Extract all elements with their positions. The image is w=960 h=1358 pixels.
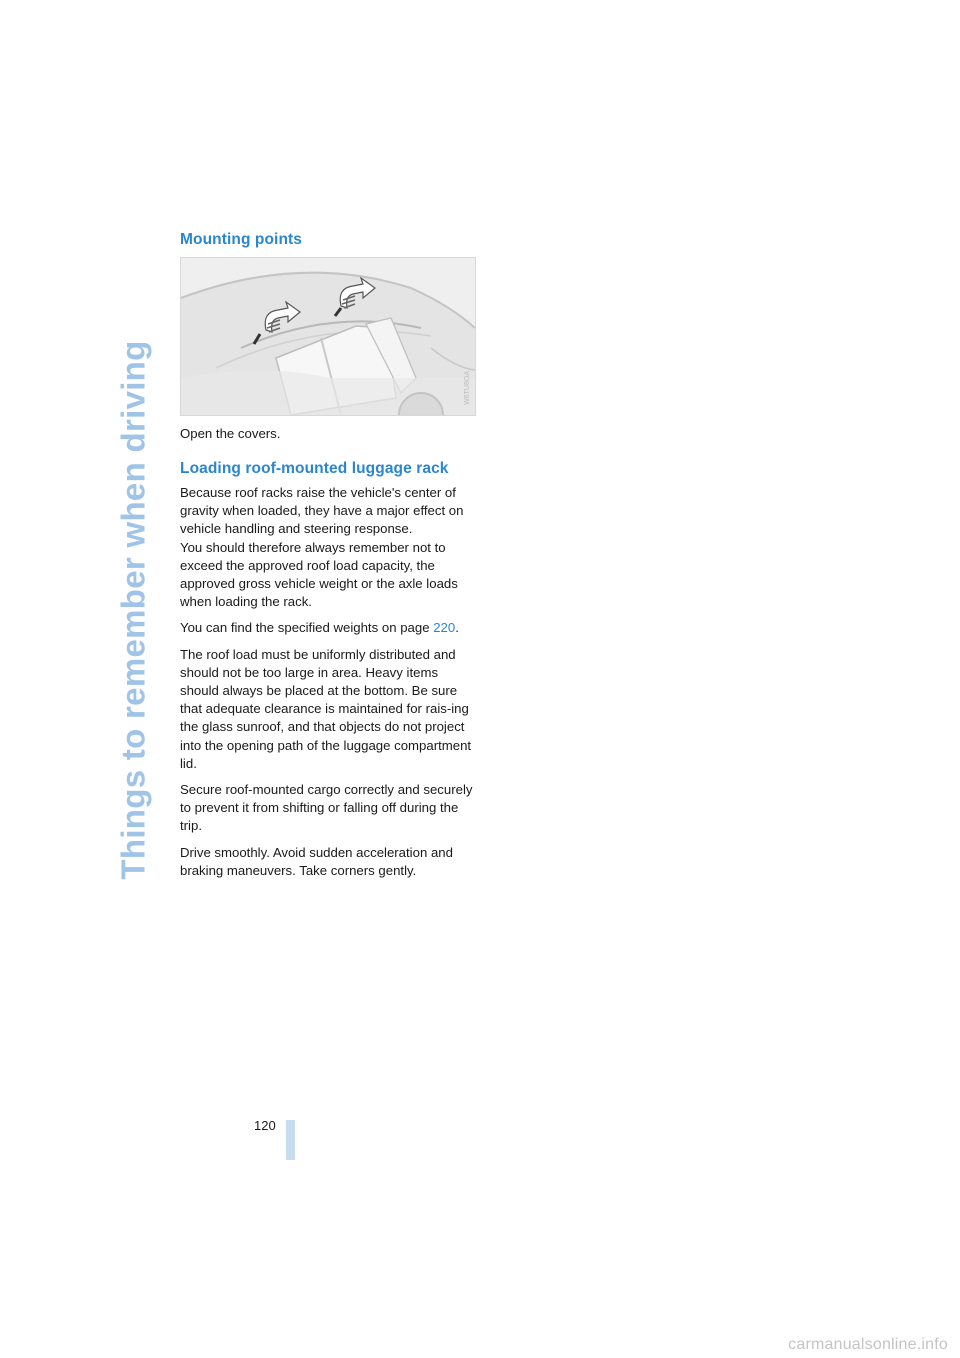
roof-mounting-points-illustration: [180, 257, 476, 416]
watermark: carmanualsonline.info: [788, 1336, 948, 1353]
weights-period: .: [455, 620, 459, 636]
page-number: 120: [254, 1118, 276, 1133]
paragraph-center-of-gravity: [180, 484, 476, 539]
weights-text: You can find the specified weights on page: [180, 620, 434, 636]
side-chapter-title: [114, 230, 154, 990]
page-link-220[interactable]: 220: [433, 620, 456, 636]
figure-caption: Open the covers.: [180, 426, 281, 441]
heading-loading-roof-rack: Loading roof-mounted luggage rack: [180, 460, 449, 477]
paragraph-secure-cargo: Secure roof-mounted cargo correctly and securely to prevent it from shifting or falling off during the trip.: [180, 782, 473, 834]
heading-mounting-points: Mounting points: [180, 231, 303, 248]
paragraph-drive-smoothly: Drive smoothly. Avoid sudden acceleration and braking maneuvers. Take corners gently.: [180, 844, 453, 878]
car-roof-drawing: [181, 258, 475, 415]
section-loading-roof-rack: [180, 460, 476, 888]
side-chapter-title-text: Things to remember when driving: [115, 340, 153, 880]
paragraph-specified-weights: [180, 619, 476, 637]
figure-code: W6TU8OA: [464, 371, 471, 405]
section-mounting-points: [180, 231, 476, 249]
caption-block: [180, 425, 476, 451]
paragraph-center-of-gravity-text: Because roof racks raise the vehicle's center of gravity when loaded, they have a major effect on vehicle handling and steering response.: [180, 485, 464, 537]
page-number-bar: [286, 1120, 295, 1160]
paragraph-load-capacity: You should therefore always remember not to exceed the approved roof load capacity, the approved gross vehicle weight or the axle loads when loading the rack.: [180, 539, 458, 610]
paragraph-roof-load-distribution: The roof load must be uniformly distributed and should not be too large in area. Heavy items should always be placed at the bottom. Be sure that adequate clearance is maintained for rais-ing the glass sunroof, and that objects do not project into the opening path of the luggage compartment lid.: [180, 646, 472, 771]
